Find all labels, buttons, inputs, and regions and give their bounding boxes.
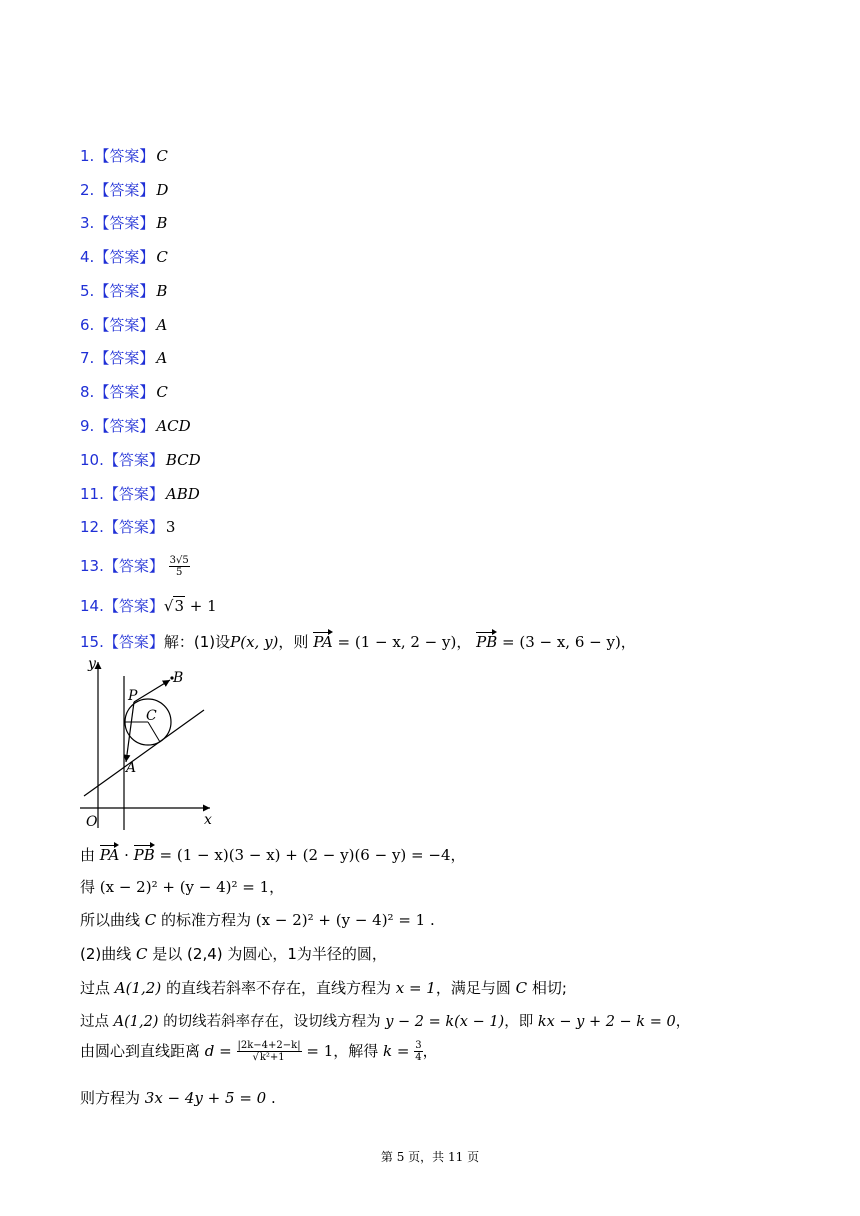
- text: .: [266, 1089, 276, 1107]
- answer-tag: 【答案】: [94, 349, 155, 367]
- answer-tag: 【答案】: [94, 383, 155, 401]
- answer-value: B: [156, 214, 168, 232]
- answer-13: [80, 555, 190, 578]
- text: ，: [675, 1014, 691, 1030]
- fraction-numerator: |2k−4+2−k|: [237, 1040, 301, 1051]
- answer-number: 14.: [80, 597, 104, 615]
- answer-tag: 【答案】: [94, 147, 155, 165]
- answer-number: 11.: [80, 485, 104, 503]
- text: 是以 (2,4) 为圆心，1为半径的圆，: [147, 945, 387, 963]
- answer-tag: 【答案】: [103, 485, 164, 503]
- math: C: [136, 945, 148, 963]
- math: A(1,2): [114, 979, 162, 997]
- answer-6: [80, 315, 167, 335]
- solution-line-6: [80, 1012, 690, 1032]
- fraction-denominator: √k²+1: [252, 1052, 285, 1063]
- q15-then: ，则: [278, 633, 314, 651]
- text: 的直线若斜率不存在，直线方程为: [161, 979, 396, 997]
- math: y − 2 = k(x − 1): [385, 1014, 505, 1030]
- geometry-figure: [78, 654, 218, 834]
- answer-5: [80, 281, 167, 301]
- answer-number: 9.: [80, 417, 95, 435]
- distance-fraction: [237, 1040, 302, 1063]
- text: 由: [80, 846, 100, 864]
- solution-line-5: [80, 978, 567, 998]
- answer-number: 10.: [80, 451, 104, 469]
- answer-7: [80, 348, 167, 368]
- answer-tag: 【答案】: [103, 597, 164, 615]
- answer-value-rest: + 1: [184, 597, 217, 615]
- q15-intro: 解：(1)设: [163, 633, 231, 651]
- q15-pb-eq: = (3 − x, 6 − y)，: [497, 633, 636, 651]
- text: 过点: [80, 979, 115, 997]
- answer-tag: 【答案】: [103, 518, 164, 536]
- vector-pa: PA: [99, 846, 120, 864]
- q15-pa-eq: = (1 − x, 2 − y)，: [332, 633, 472, 651]
- solution-line-8: [80, 1088, 276, 1108]
- answer-tag: 【答案】: [94, 417, 155, 435]
- answer-value: BCD: [165, 451, 201, 469]
- equation: = (1 − x)(3 − x) + (2 − y)(6 − y) = −4，: [154, 846, 466, 864]
- answer-value: ACD: [156, 417, 191, 435]
- answer-value: A: [156, 349, 168, 367]
- answer-number: 3.: [80, 214, 95, 232]
- answer-number: 8.: [80, 383, 95, 401]
- answer-fraction: [169, 555, 190, 578]
- answer-number: 12.: [80, 518, 104, 536]
- answer-value: D: [156, 181, 169, 199]
- text: 所以曲线: [80, 911, 145, 929]
- math: d =: [204, 1042, 237, 1060]
- fraction-denominator: 4: [415, 1052, 422, 1063]
- answer-tag: 【答案】: [94, 214, 155, 232]
- solution-line-2: [80, 877, 284, 897]
- label-x: x: [204, 812, 212, 828]
- answer-3: [80, 213, 167, 233]
- math: k =: [383, 1042, 415, 1060]
- sqrt-radicand: k²+1: [259, 1052, 285, 1063]
- answer-value: 3: [165, 518, 176, 536]
- math: 3x − 4y + 5 = 0: [144, 1089, 267, 1107]
- vector-pb: PB: [476, 633, 498, 651]
- text: 得 (x − 2)² + (y − 4)² = 1，: [80, 878, 285, 896]
- answer-tag: 【答案】: [94, 248, 155, 266]
- answer-number: 15.: [80, 633, 104, 651]
- answer-number: 7.: [80, 349, 95, 367]
- math: A(1,2): [113, 1014, 159, 1030]
- math: C: [144, 911, 157, 929]
- text: 过点: [80, 1014, 114, 1030]
- answer-number: 2.: [80, 181, 95, 199]
- answer-number: 6.: [80, 316, 95, 334]
- label-c: C: [146, 708, 157, 724]
- answer-number: 1.: [80, 147, 95, 165]
- page-footer: 第 5 页，共 11 页: [380, 1150, 480, 1164]
- answer-14: [80, 596, 217, 616]
- answer-1: [80, 146, 168, 166]
- solution-line-3: [80, 910, 435, 930]
- answer-10: [80, 450, 201, 470]
- answer-value: C: [156, 383, 168, 401]
- answer-value: C: [156, 147, 168, 165]
- vector-pb: PB: [133, 846, 155, 864]
- label-o: O: [86, 814, 98, 830]
- answer-9: [80, 416, 191, 436]
- text: ，: [422, 1042, 438, 1060]
- math: x = 1: [395, 979, 436, 997]
- answer-8: [80, 382, 168, 402]
- answer-tag: 【答案】: [94, 282, 155, 300]
- sqrt-radicand: 3: [174, 597, 184, 615]
- text: 的标准方程为 (x − 2)² + (y − 4)² = 1 .: [156, 911, 435, 929]
- label-b: B: [173, 670, 184, 686]
- math: = 1: [301, 1042, 334, 1060]
- answer-value: B: [156, 282, 168, 300]
- text: 则方程为: [80, 1089, 145, 1107]
- answer-number: 13.: [80, 557, 104, 575]
- k-fraction: [414, 1040, 422, 1063]
- label-y: y: [88, 656, 96, 672]
- vector-pa: PA: [313, 633, 333, 651]
- fraction-numerator: 3: [415, 1040, 422, 1051]
- answer-tag: 【答案】: [94, 316, 155, 334]
- text: 相切;: [527, 979, 567, 997]
- text: 由圆心到直线距离: [80, 1042, 205, 1060]
- answer-number: 4.: [80, 248, 95, 266]
- fraction-denominator: 5: [176, 567, 183, 578]
- fraction-numerator: 3√5: [169, 555, 189, 566]
- solution-line-4: [80, 944, 387, 964]
- sqrt-sign: √: [163, 597, 174, 615]
- answer-number: 5.: [80, 282, 95, 300]
- dot-operator: ·: [119, 846, 134, 864]
- answer-value: ABD: [165, 485, 200, 503]
- answer-tag: 【答案】: [103, 633, 164, 651]
- text: 的切线若斜率存在，设切线方程为: [158, 1014, 386, 1030]
- vector-pb-arrow: [134, 680, 170, 702]
- text: (2)曲线: [80, 945, 137, 963]
- answer-4: [80, 247, 168, 267]
- tangent-line: [84, 710, 204, 796]
- text: ，解得: [333, 1042, 384, 1060]
- label-p: P: [128, 688, 138, 704]
- q15-point: P(x, y): [230, 633, 279, 651]
- answer-12: [80, 517, 175, 537]
- text: ，满足与圆: [435, 979, 516, 997]
- solution-line-1: [80, 845, 465, 865]
- text: ，即: [504, 1014, 538, 1030]
- answer-value: A: [156, 316, 168, 334]
- solution-line-7: [80, 1040, 438, 1063]
- answer-15: [80, 632, 636, 652]
- answer-tag: 【答案】: [103, 451, 164, 469]
- answer-11: [80, 484, 200, 504]
- answer-tag: 【答案】: [94, 181, 155, 199]
- answer-value: C: [156, 248, 168, 266]
- answer-tag: 【答案】: [103, 557, 164, 575]
- label-a: A: [126, 760, 137, 776]
- answer-2: [80, 180, 168, 200]
- math: kx − y + 2 − k = 0: [537, 1014, 676, 1030]
- math: C: [515, 979, 528, 997]
